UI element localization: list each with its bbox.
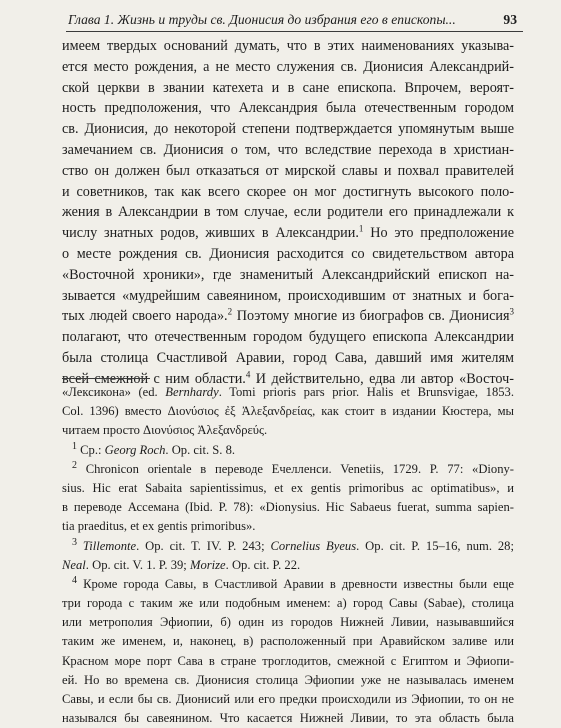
author-name: Cornelius Byeus xyxy=(270,538,357,553)
body-segment: И действительно, едва ли автор «Восточ- xyxy=(255,370,514,387)
body-line: и советников, так как всего скорее он мог достигнуть высокого поло- xyxy=(62,183,514,200)
footnote-ref: 1 xyxy=(358,223,364,234)
footnote-4 xyxy=(62,575,514,594)
footnote-ref: 3 xyxy=(509,306,514,317)
footnote-3 xyxy=(62,537,514,556)
footnote-line xyxy=(62,383,514,402)
author-name: Tillemonte xyxy=(82,538,137,553)
body-line xyxy=(62,223,514,244)
main-text xyxy=(62,36,514,390)
footnote-line: в переводе Ассемана (Ibid. P. 78): «Dionysius. Hic Sabaeus fuerat, summa sapien- xyxy=(62,500,514,515)
body-line: ство он должен был отказаться от мирской славы и похвал правителей xyxy=(62,162,514,179)
footnote-segment: . Tomi prioris pars prior. Halis et Brunsvigae, 1853. xyxy=(218,385,514,399)
footnote-segment: Ср.: xyxy=(80,442,105,457)
footnote-segment: «Лексикона» (ed. xyxy=(62,385,166,399)
footnote-1 xyxy=(62,441,514,460)
footnote-line: назывался бы савеянином. Что касается Нижней Ливии, то эта область была xyxy=(62,711,514,726)
footnote-line: Красном море порт Сава в стране троглодитов, смежной с Египтом и Эфиопи- xyxy=(62,653,514,668)
footnote-2 xyxy=(62,460,514,479)
footnote-segment: Кроме города Савы, в Счастливой Аравии в древности известны были еще xyxy=(83,576,514,591)
footnote-number: 2 xyxy=(72,459,77,471)
body-line: имеем твердых оснований думать, что в этих наименованиях указыва- xyxy=(62,38,514,54)
footnote-line: таким же именем, и, наконец, в) расположенный при Аравийском заливе или xyxy=(62,634,514,649)
footnote-ref: 2 xyxy=(227,306,233,317)
body-line: полагают, что отечественным городом будущего епископа Александрии xyxy=(62,329,514,346)
body-line: св. Дионисия, до некоторой степени подтверждается упомянутым выше xyxy=(62,121,514,138)
footnote-segment: . Op. cit. S. 8. xyxy=(165,442,236,457)
body-line: ность предположения, что Александрия была отечественным городом xyxy=(62,100,514,117)
footnote-number: 4 xyxy=(72,574,77,586)
body-line xyxy=(62,306,514,327)
footnote-line: читаем просто Διονύσιος Ἀλεξανδρεύς. xyxy=(62,423,268,438)
author-name: Morize xyxy=(189,557,226,572)
body-segment: тых людей своего народа». xyxy=(62,308,228,325)
footnote-segment: . Op. cit. P. 15–16, num. 28; xyxy=(356,538,514,553)
footnote-line: ей. Но во времена св. Дионисия столица Эфиопии уже не называлась именем xyxy=(62,672,514,687)
footnote-number: 1 xyxy=(72,440,77,452)
footnote-ref: 4 xyxy=(245,369,251,380)
footnote-line xyxy=(62,556,514,575)
header-rule xyxy=(66,31,523,32)
body-line: зывается «мудрейшим савеянином, происходившим от знатных и бога- xyxy=(62,287,514,304)
footnote-number: 3 xyxy=(72,536,77,548)
body-line: о месте рождения св. Дионисия расходится со свидетельством автора xyxy=(62,245,514,262)
footnote-segment: Chronicon orientale в переводе Ечелленси. Venetiis, 1729. P. 77: «Diony- xyxy=(85,461,514,476)
footnote-line: три города с таким же или подобным именем: а) город Савы (Sabae), столица xyxy=(62,596,514,611)
body-segment: числу знатных родов, живших в Александрии. xyxy=(62,225,359,242)
author-name: Georg Roch xyxy=(104,442,166,457)
body-segment: всей смежной с ним области. xyxy=(62,370,246,387)
footnote-segment: . Op. cit. V. 1. P. 39; xyxy=(85,557,190,572)
footnote-segment: . Op. cit. T. IV. P. 243; xyxy=(136,538,271,553)
body-segment: Поэтому многие из биографов св. Дионисия xyxy=(236,308,510,325)
body-line: замечанием св. Дионисия о том, что вследствие перехода в христиан- xyxy=(62,141,514,158)
footnote-line: Col. 1396) вместо Διονύσιος ἐξ Ἀλεξανδρείας, как стоит в издании Кюстера, мы xyxy=(62,404,514,419)
footnote-rule xyxy=(62,378,150,379)
body-line: ется место рождения, а не место служения св. Дионисия Александрий- xyxy=(62,58,514,75)
body-line: «Восточной хроники», где знаменитый Александрийский епископ на- xyxy=(62,266,514,283)
footnote-segment: . Op. cit. P. 22. xyxy=(225,557,301,572)
footnotes xyxy=(62,383,514,728)
body-line: была столица Счастливой Аравии, город Сава, давший имя жителям xyxy=(62,349,514,366)
footnote-line: sius. Hic erat Sabaita sapientissimus, et ex gentis primoribus ac optimatibus», и xyxy=(62,480,514,495)
body-line: ской церкви в звании катехета и в сане епископа. Впрочем, вероят- xyxy=(62,79,514,96)
footnote-line: tia praeditus, et ex gentis primoribus». xyxy=(62,519,256,534)
body-segment: Но это предположение xyxy=(370,225,514,242)
page-number: 93 xyxy=(503,12,517,27)
body-line: жения в Александрии в том случае, если родители его принадлежали к xyxy=(62,204,514,221)
author-name: Bernhardy xyxy=(165,385,219,399)
footnote-line: Савы, и если бы св. Дионисий или его предки происходили из Эфиопии, то он не xyxy=(62,692,514,706)
author-name: Neal xyxy=(62,557,86,572)
chapter-title: Глава 1. Жизнь и труды св. Дионисия до избрания его в епископы... xyxy=(68,12,456,27)
footnote-line: или метрополия Эфиопии, б) один из городов Нижней Ливии, называвшийся xyxy=(62,615,514,630)
